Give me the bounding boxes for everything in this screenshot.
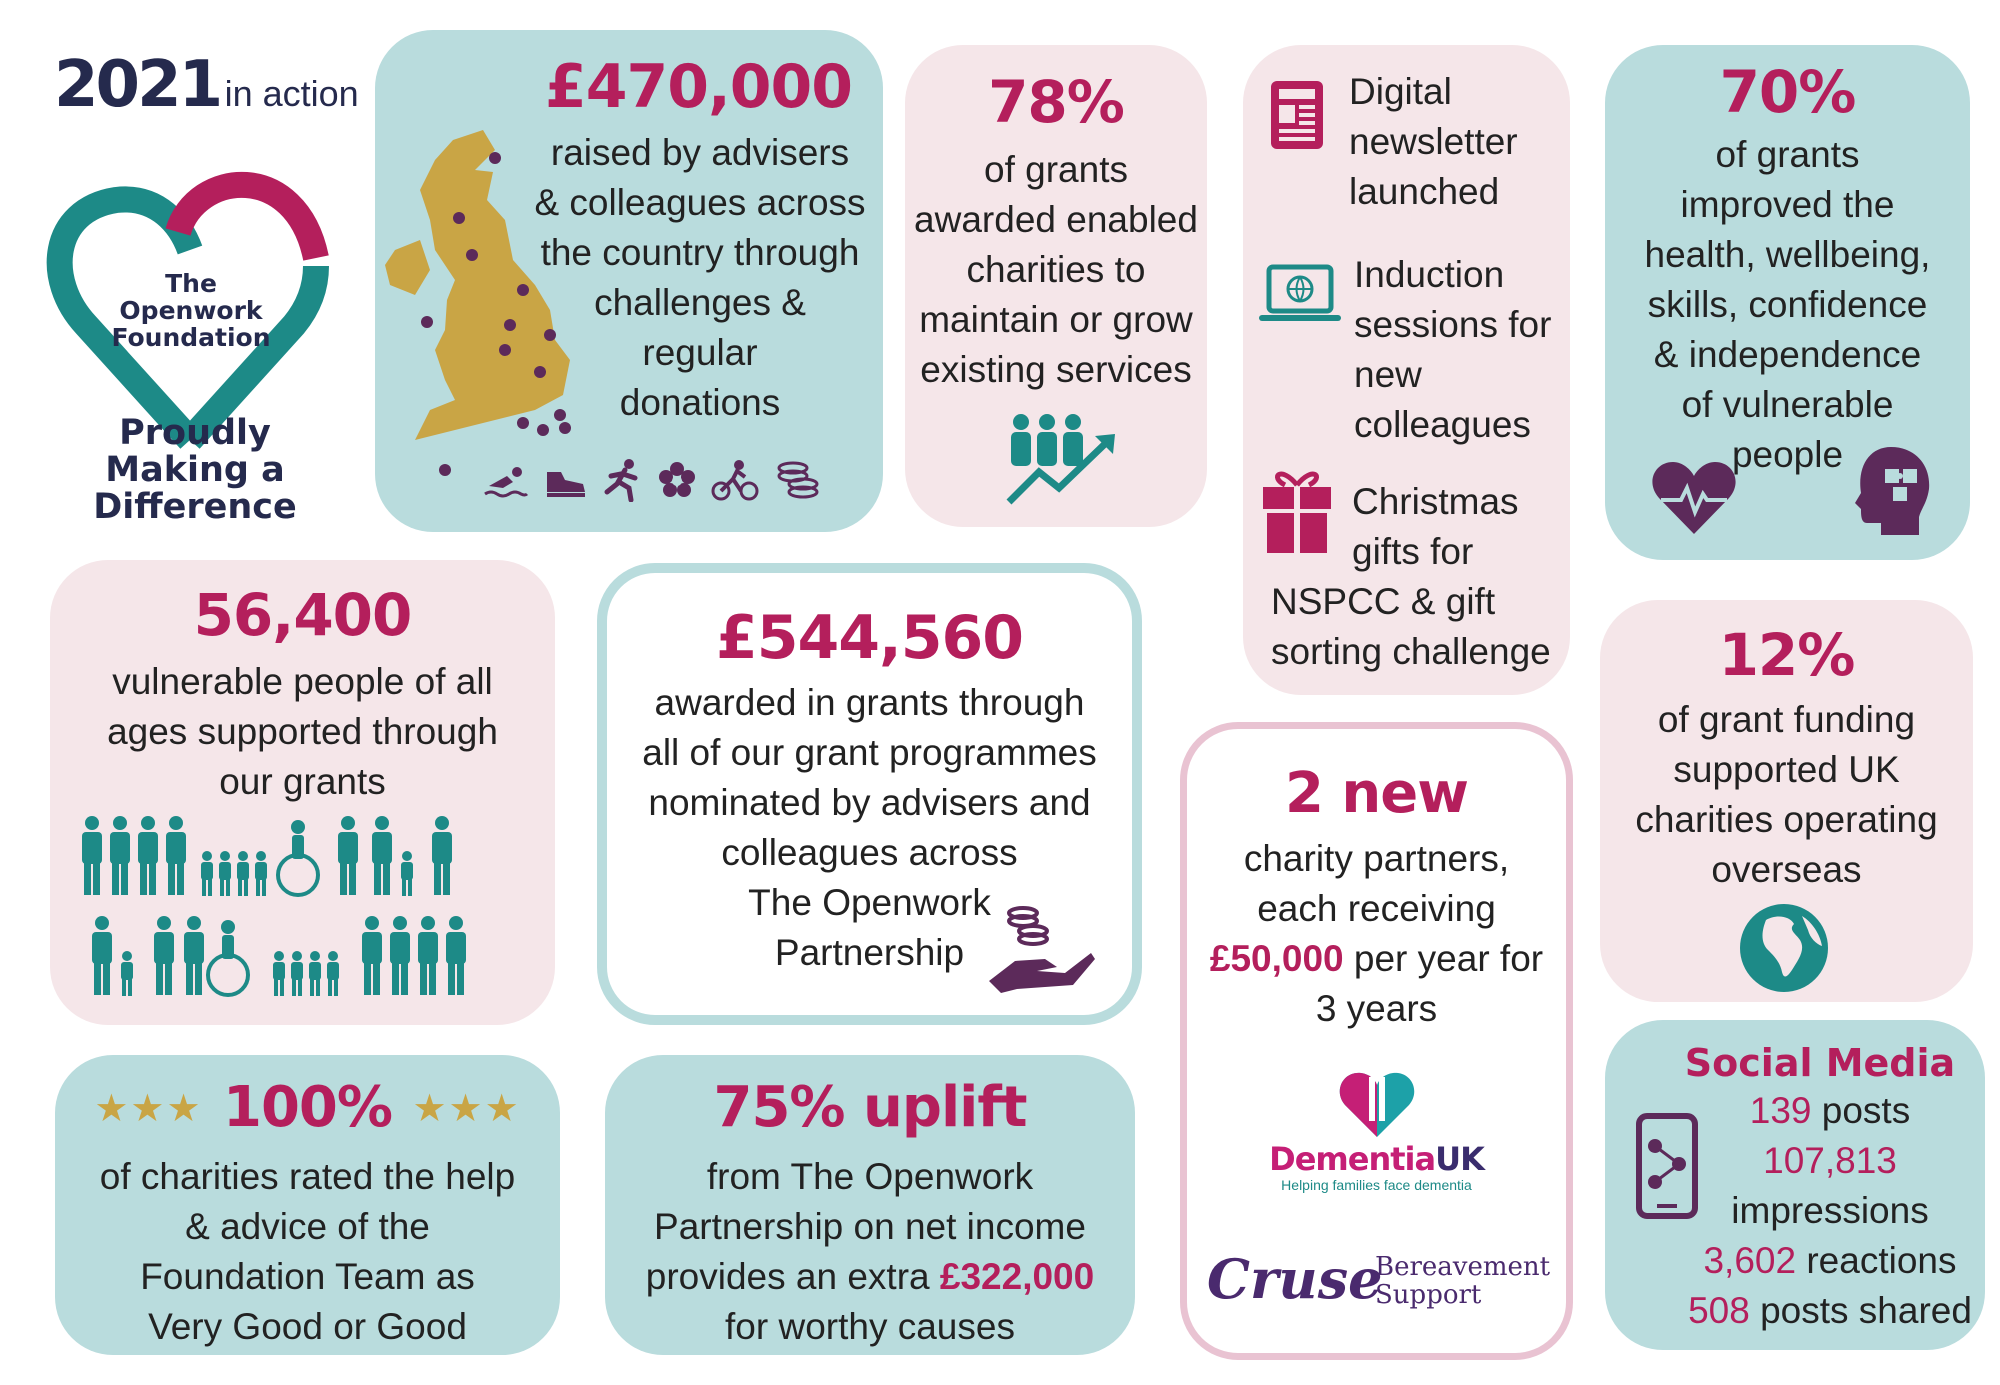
heart-pulse-icon	[1651, 460, 1737, 536]
year: 2021	[54, 48, 221, 122]
flower-icon	[657, 460, 697, 500]
gift-icon	[1261, 463, 1333, 557]
stat-posts: 139 posts	[1749, 1090, 1911, 1131]
health-card	[1605, 45, 1970, 560]
overseas-percent: 12%	[1718, 621, 1855, 689]
cyclist-icon	[711, 459, 759, 501]
rating-headline	[55, 1073, 560, 1143]
maintain-card	[905, 45, 1207, 527]
dementia-uk-tagline: Helping families face dementia	[1281, 1177, 1472, 1193]
activity-induction-text: Induction sessions for new colleagues	[1354, 254, 1552, 445]
activities-card	[1243, 45, 1570, 695]
foundation-logo	[46, 140, 336, 450]
health-text: of grants improved the health, wellbeing, skills, confidence & independence of vulnerable people	[1644, 134, 1931, 475]
raised-amount: £470,000	[545, 52, 853, 122]
stat-impressions-label: impressions	[1731, 1190, 1929, 1231]
social-title: Social Media	[1684, 1041, 1956, 1085]
newspaper-icon	[1267, 77, 1327, 153]
swimmer-icon	[483, 460, 529, 500]
stat-impressions-value: 107,813	[1763, 1140, 1897, 1181]
raised-card	[375, 30, 883, 532]
tagline: Proudly Making a Difference	[93, 413, 297, 527]
partners-text: charity partners, each receiving £50,000 per year for 3 years	[1209, 838, 1544, 1029]
uplift-headline: 75% uplift	[713, 1075, 1027, 1140]
maintain-percent: 78%	[988, 68, 1124, 136]
activity-christmas-text: Christmas gifts for	[1352, 481, 1519, 572]
overseas-text: of grant funding supported UK charities operating overseas	[1635, 699, 1938, 890]
globe-icon	[1736, 900, 1832, 996]
activity-christmas-text-cont: NSPCC & gift sorting challenge	[1271, 581, 1551, 672]
stat-reactions: 3,602 reactions	[1703, 1240, 1957, 1281]
brain-puzzle-icon	[1851, 443, 1935, 539]
health-percent: 70%	[1719, 58, 1856, 126]
logo-text: The Openwork Foundation	[111, 269, 271, 352]
stars-right-icon: ★★★	[412, 1086, 521, 1130]
people-number: 56,400	[193, 581, 412, 649]
maintain-text: of grants awarded enabled charities to maintain or grow existing services	[914, 149, 1198, 390]
uplift-text: from The Openwork Partnership on net income provides an extra £322,000 for worthy causes	[645, 1156, 1095, 1347]
awarded-card	[597, 563, 1142, 1025]
rating-percent: 100%	[222, 1075, 392, 1140]
runner-icon	[603, 458, 643, 502]
growth-people-icon	[1003, 410, 1123, 510]
partners-headline: 2 new	[1284, 761, 1469, 826]
dementia-uk-logo: DementiaUK Helping families face dementia	[1187, 1069, 1566, 1193]
people-text: vulnerable people of all ages supported through our grants	[107, 661, 498, 802]
awarded-amount: £544,560	[715, 603, 1024, 673]
page-title	[54, 48, 359, 122]
laptop-globe-icon	[1257, 263, 1343, 327]
activity-icons	[483, 455, 823, 505]
partners-card	[1180, 722, 1573, 1360]
rating-text: of charities rated the help & advice of the Foundation Team as Very Good or Good	[99, 1156, 516, 1347]
uplift-amount: £322,000	[939, 1256, 1095, 1297]
social-stats	[1665, 1086, 1985, 1336]
hand-coins-icon	[987, 903, 1097, 993]
raised-text: raised by advisers & colleagues across the country through challenges & regular donations	[534, 132, 866, 423]
awarded-text: awarded in grants through all of our grant programmes nominated by advisers and colleagues across The Openwork Partnership	[642, 682, 1097, 973]
rating-card	[55, 1055, 560, 1355]
cruse-logo: Cruse Bereavement Support	[1207, 1247, 1551, 1311]
stat-shared: 508 posts shared	[1688, 1290, 1972, 1331]
overseas-card	[1600, 600, 1973, 1002]
header-block	[40, 40, 370, 540]
people-card	[50, 560, 555, 1025]
uplift-card	[605, 1055, 1135, 1355]
shoe-icon	[543, 460, 589, 500]
activity-newsletter-text: Digital newsletter launched	[1349, 71, 1518, 212]
year-suffix: in action	[224, 73, 359, 114]
people-group-icon	[80, 815, 530, 1005]
stars-left-icon: ★★★	[94, 1086, 203, 1130]
partner-amount: £50,000	[1209, 938, 1344, 979]
coins-icon	[773, 460, 823, 500]
social-card	[1605, 1020, 1985, 1350]
